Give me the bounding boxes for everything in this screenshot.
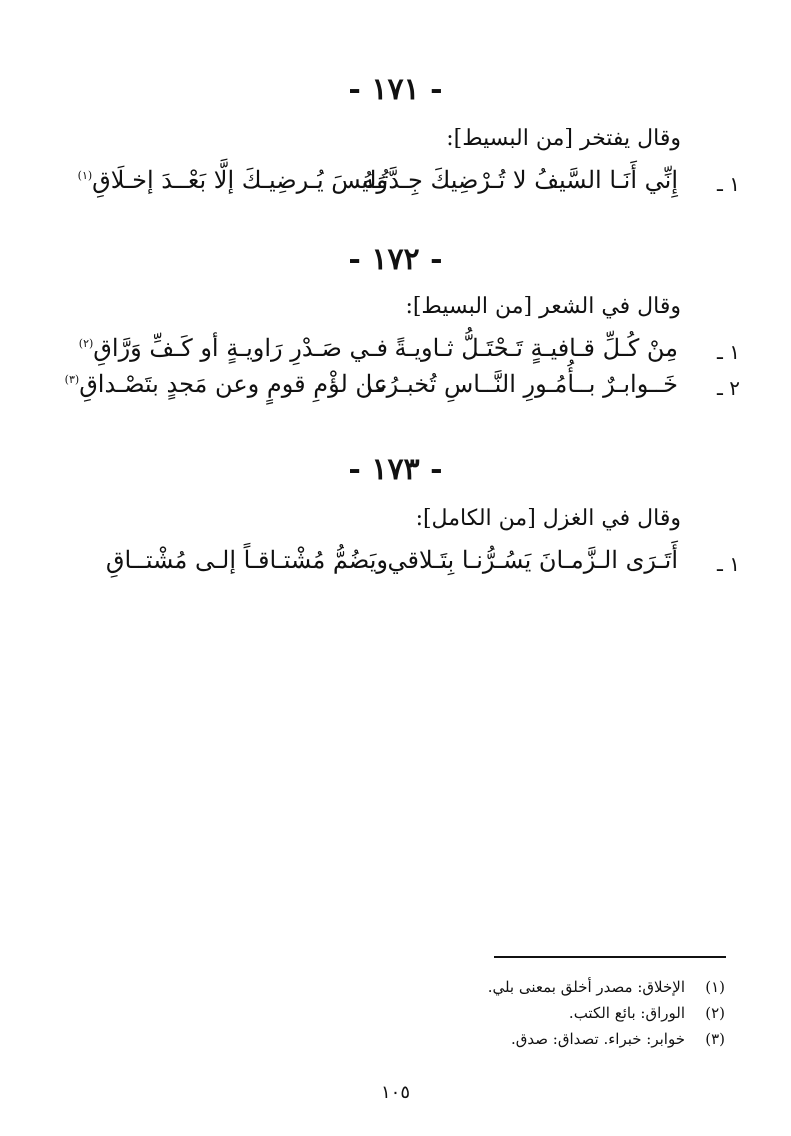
footnote-number: (٢) xyxy=(705,1004,725,1022)
footnote xyxy=(488,978,725,996)
verse-number: ٢ ـ xyxy=(717,376,740,400)
page-number: ١٠٥ xyxy=(380,1082,410,1103)
footnote-number: (١) xyxy=(705,978,725,996)
verse-line xyxy=(60,334,740,374)
verse-second-text: فـي صَـدْرِ رَاويـةٍ أو كَـفِّ وَرَّاقِ xyxy=(93,334,388,362)
verse-line xyxy=(60,370,740,410)
verse-first-hemistich: إِنِّي أَنَـا السَّيفُ لا تُـرْضِيكَ جِـدَّتُـهُ xyxy=(361,166,678,194)
footnote xyxy=(511,1030,725,1048)
verse-first-hemistich: أَتَـرَى الـزَّمـانَ يَسُـرُّنـا بِتَـلاقي xyxy=(387,546,678,574)
verse-second-hemistich: ويَضُمُّ مُشْتـاقـاً إلـى مُشْتــاقِ xyxy=(105,546,388,574)
verse-second-hemistich xyxy=(79,334,388,362)
verse-first-hemistich: خَــوابـرٌ بــأُمُـورِ النَّــاسِ تُخبـرُنـا xyxy=(365,370,678,398)
poem-intro: وقال في الغزل [من الكامل]: xyxy=(415,506,681,531)
section-number: - ١٧٢ - xyxy=(348,242,443,277)
verse-number: ١ ـ xyxy=(717,340,740,364)
section-number: - ١٧١ - xyxy=(348,72,443,107)
footnote-marker: (٢) xyxy=(78,337,94,350)
verse-second-hemistich xyxy=(65,370,388,398)
footnote-marker: (١) xyxy=(77,169,93,182)
verse-number: ١ ـ xyxy=(717,552,740,576)
footnote-marker: (٣) xyxy=(64,373,80,386)
verse-first-hemistich: مِنْ كُـلِّ قـافيـةٍ تَـحْتَـلُّ ثـاويـةً xyxy=(394,334,678,362)
verse-second-text: عن لؤْمِ قومٍ وعن مَجدٍ بتَصْـداقِ xyxy=(79,370,388,398)
verse-number: ١ ـ xyxy=(717,172,740,196)
verse-second-hemistich xyxy=(78,166,388,194)
footnote-text: خوابر: خبراء. تصداق: صدق. xyxy=(511,1030,685,1048)
verse-line xyxy=(60,546,740,586)
footnote xyxy=(569,1004,725,1022)
poem-intro: وقال في الشعر [من البسيط]: xyxy=(405,294,681,319)
footnote-text: الإخلاق: مصدر أخلق بمعنى بلي. xyxy=(487,978,685,996)
poem-intro: وقال يفتخر [من البسيط]: xyxy=(446,126,681,151)
verse-line xyxy=(60,166,740,206)
footnote-number: (٣) xyxy=(705,1030,725,1048)
verse-second-text: وَليسَ يُـرضِيـكَ إلَّا بَعْــدَ إخـلَاقِ xyxy=(92,166,388,194)
footnote-rule xyxy=(494,956,726,958)
section-number: - ١٧٣ - xyxy=(348,452,443,487)
footnote-text: الوراق: بائع الكتب. xyxy=(568,1004,685,1022)
